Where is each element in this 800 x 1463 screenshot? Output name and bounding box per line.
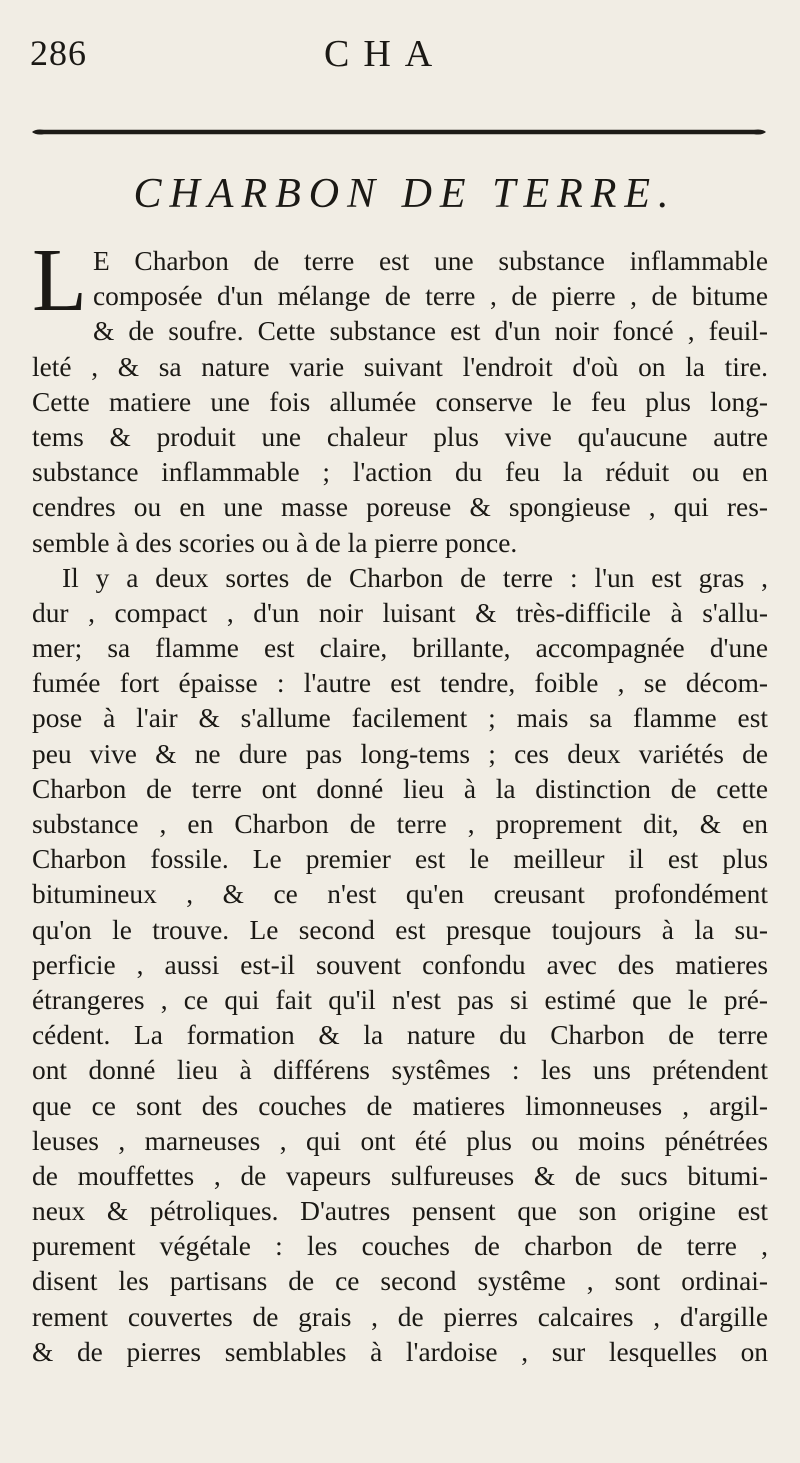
text-line: étrangeres , ce qui fait qu'il n'est pas si estimé que le pré- [32, 984, 768, 1015]
text-line: de mouffettes , de vapeurs sulfureuses & de sucs bitumi- [32, 1160, 768, 1191]
text-line: & de soufre. Cette substance est d'un noir foncé , feuil- [92, 316, 768, 347]
text-line: & de pierres semblables à l'ardoise , sur lesquelles on [32, 1336, 768, 1367]
text-line: Charbon fossile. Le premier est le meilleur il est plus [32, 844, 768, 875]
text-line: semble à des scories ou à de la pierre ponce. [32, 527, 518, 558]
text-line: ont donné lieu à différens systêmes : les uns prétendent [32, 1055, 768, 1086]
text-line: leté , & sa nature varie suivant l'endroit d'où on la tire. [32, 351, 768, 382]
text-line: leuses , marneuses , qui ont été plus ou moins pénétrées [32, 1125, 768, 1156]
text-line: peu vive & ne dure pas long-tems ; ces deux variétés de [32, 738, 768, 769]
text-line: tems & produit une chaleur plus vive qu'aucune autre [32, 421, 768, 452]
text-line: Charbon de terre ont donné lieu à la distinction de cette [32, 773, 768, 804]
article-title: CHARBON DE TERRE. [133, 171, 677, 217]
text-line: dur , compact , d'un noir luisant & très-difficile à s'allu- [32, 597, 768, 628]
text-line: pose à l'air & s'allume facilement ; mais sa flamme est [32, 703, 768, 734]
page-number: 286 [30, 33, 87, 73]
header-rule [32, 128, 766, 134]
paragraph-2 [32, 561, 768, 1370]
text-line: cendres ou en une masse poreuse & spongieuse , qui res- [32, 492, 768, 523]
text-line: neux & pétroliques. D'autres pensent que son origine est [32, 1196, 768, 1227]
text-line: perficie , aussi est-il souvent confondu avec des matieres [32, 949, 768, 980]
text-line: E Charbon de terre est une substance inflammable [92, 246, 768, 276]
text-line: rement couvertes de grais , de pierres calcaires , d'argille [32, 1301, 768, 1332]
page-header [28, 30, 770, 90]
article-body [32, 231, 768, 1370]
drop-cap: L [32, 231, 87, 330]
text-line: substance inflammable ; l'action du feu la réduit ou en [32, 457, 768, 488]
text-line: purement végétale : les couches de charbon de terre , [32, 1231, 768, 1262]
text-line: disent les partisans de ce second systême , sont ordinai- [32, 1266, 768, 1297]
text-line: que ce sont des couches de matieres limonneuses , argil- [32, 1090, 768, 1121]
text-line: Cette matiere une fois allumée conserve le feu plus long- [32, 386, 768, 417]
text-line: bitumineux , & ce n'est qu'en creusant profondément [32, 879, 768, 910]
text-line: fumée fort épaisse : l'autre est tendre, foible , se décom- [32, 668, 768, 699]
running-head: CHA [324, 33, 447, 75]
text-line: qu'on le trouve. Le second est presque toujours à la su- [32, 914, 768, 945]
paragraph-1 [32, 231, 768, 561]
text-line: composée d'un mélange de terre , de pierre , de bitume [92, 281, 768, 312]
text-line: mer; sa flamme est claire, brillante, accompagnée d'une [32, 633, 768, 664]
text-line: cédent. La formation & la nature du Charbon de terre [32, 1020, 768, 1051]
text-line: Il y a deux sortes de Charbon de terre : l'un est gras , [62, 562, 768, 593]
text-line: substance , en Charbon de terre , proprement dit, & en [32, 809, 768, 839]
